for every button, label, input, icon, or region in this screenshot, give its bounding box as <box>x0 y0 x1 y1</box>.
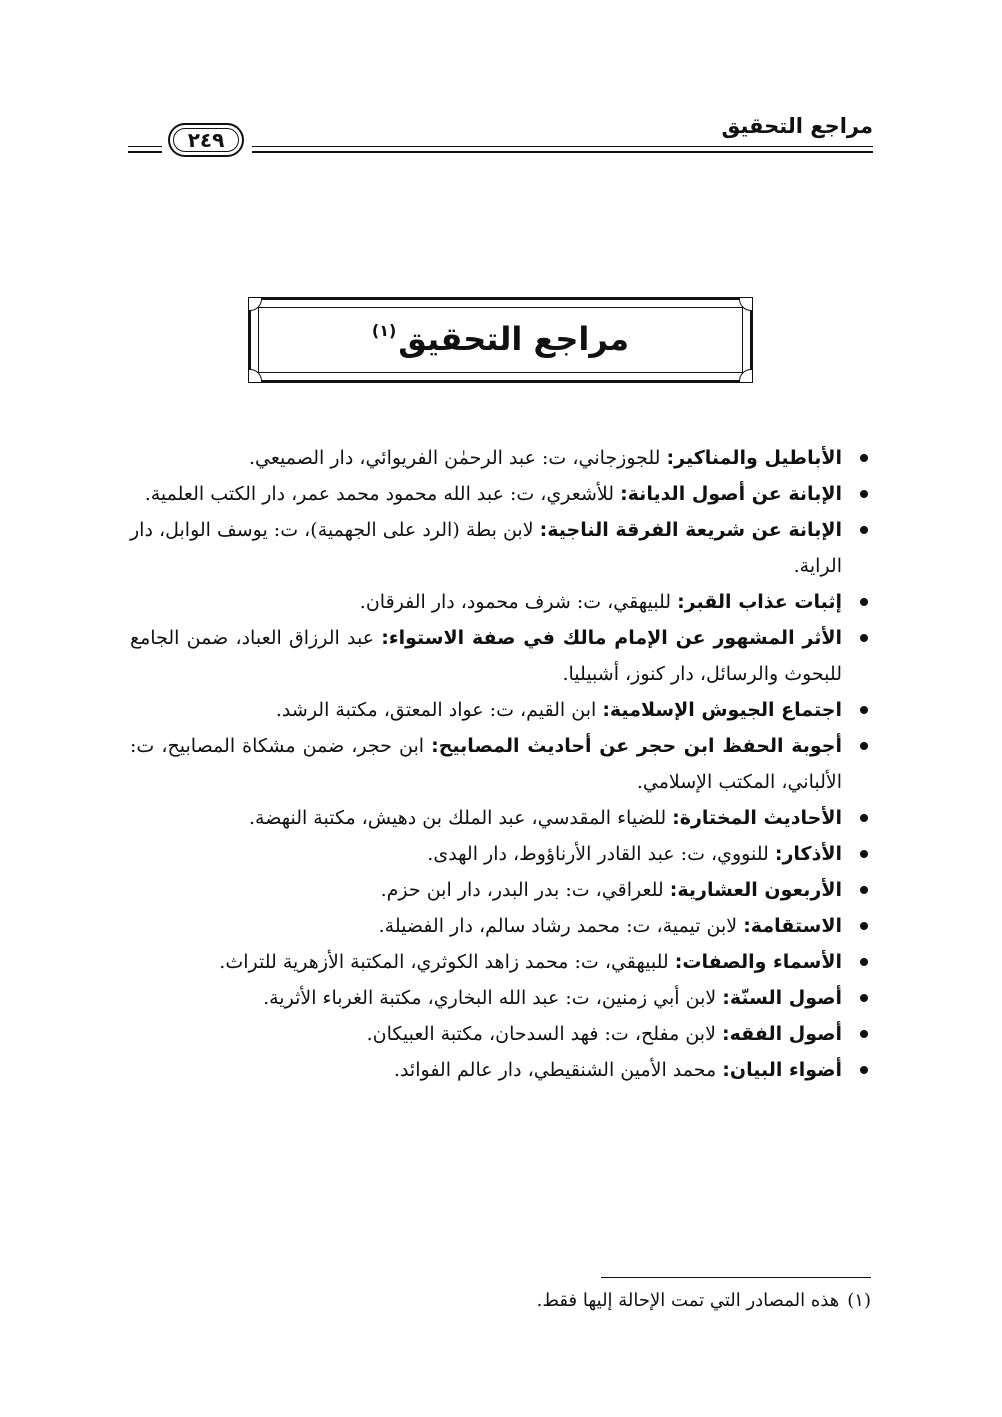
reference-details: ابن القيم، ت: عواد المعتق، مكتبة الرشد. <box>275 699 597 721</box>
page-number: ٢٤٩ <box>168 123 244 157</box>
bullet-icon <box>860 634 868 642</box>
reference-title: أجوبة الحفظ ابن حجر عن أحاديث المصابيح: <box>431 735 842 757</box>
list-item <box>130 440 870 476</box>
reference-details: للنووي، ت: عبد القادر الأرناؤوط، دار الهدى. <box>427 843 769 865</box>
list-item <box>130 1052 870 1088</box>
reference-title: الأباطيل والمناكير: <box>666 447 842 469</box>
reference-title: اجتماع الجيوش الإسلامية: <box>602 699 842 721</box>
bullet-icon <box>860 526 868 534</box>
bullet-icon <box>860 1030 868 1038</box>
reference-details: لابن تيمية، ت: محمد رشاد سالم، دار الفضيلة. <box>378 915 738 937</box>
list-item <box>130 944 870 980</box>
list-item <box>130 908 870 944</box>
bullet-icon <box>860 742 868 750</box>
section-title-frame <box>248 297 753 383</box>
list-item <box>130 980 870 1016</box>
footnote-reference: (١) <box>371 321 397 340</box>
reference-details: للأشعري، ت: عبد الله محمود محمد عمر، دار الكتب العلمية. <box>144 483 615 505</box>
reference-details: للبيهقي، ت: شرف محمود، دار الفرقان. <box>359 591 672 613</box>
list-item <box>130 476 870 512</box>
bullet-icon <box>860 886 868 894</box>
references-list <box>130 440 870 1088</box>
reference-title: أضواء البيان: <box>722 1059 842 1081</box>
footnote-text: هذه المصادر التي تمت الإحالة إليها فقط. <box>536 1290 840 1311</box>
reference-title: الأربعون العشارية: <box>669 879 842 901</box>
bullet-icon <box>860 850 868 858</box>
reference-details: للعراقي، ت: بدر البدر، دار ابن حزم. <box>380 879 664 901</box>
list-item <box>130 692 870 728</box>
list-item <box>130 800 870 836</box>
section-title <box>251 320 750 358</box>
bullet-icon <box>860 454 868 462</box>
reference-title: إثبات عذاب القبر: <box>677 591 842 613</box>
list-item <box>130 620 870 692</box>
reference-details: عبد الرزاق العباد، ضمن الجامع للبحوث والرسائل، دار كنوز، أشبيليا. <box>130 627 842 685</box>
footnote-marker: (١) <box>847 1290 871 1311</box>
reference-details: لابن مفلح، ت: فهد السدحان، مكتبة العبيكان. <box>366 1023 716 1045</box>
reference-details: للضياء المقدسي، عبد الملك بن دهيش، مكتبة النهضة. <box>249 807 667 829</box>
reference-details: محمد الأمين الشنقيطي، دار عالم الفوائد. <box>393 1059 717 1081</box>
reference-title: الأذكار: <box>774 843 842 865</box>
list-item <box>130 728 870 800</box>
bullet-icon <box>860 922 868 930</box>
reference-title: أصول الفقه: <box>721 1023 842 1045</box>
running-title: مراجع التحقيق <box>721 114 873 138</box>
running-header <box>128 112 873 162</box>
bullet-icon <box>860 706 868 714</box>
reference-title: الإبانة عن شريعة الفرقة الناجية: <box>539 519 842 541</box>
reference-title: الأحاديث المختارة: <box>672 807 842 829</box>
reference-details: للجوزجاني، ت: عبد الرحمٰن الفريوائي، دار الصميعي. <box>249 447 661 469</box>
reference-details: ابن حجر، ضمن مشكاة المصابيح، ت: الألباني، المكتب الإسلامي. <box>130 735 842 793</box>
reference-title: الإبانة عن أصول الديانة: <box>620 483 842 505</box>
list-item <box>130 836 870 872</box>
bullet-icon <box>860 994 868 1002</box>
bullet-icon <box>860 958 868 966</box>
bullet-icon <box>860 598 868 606</box>
list-item <box>130 512 870 584</box>
reference-details: لابن بطة (الرد على الجهمية)، ت: يوسف الوابل، دار الراية. <box>130 519 842 577</box>
bullet-icon <box>860 1066 868 1074</box>
list-item <box>130 584 870 620</box>
reference-title: الأسماء والصفات: <box>674 951 842 973</box>
footnote-separator <box>601 1277 871 1278</box>
reference-details: للبيهقي، ت: محمد زاهد الكوثري، المكتبة الأزهرية للتراث. <box>219 951 669 973</box>
list-item <box>130 1016 870 1052</box>
bullet-icon <box>860 814 868 822</box>
reference-title: الأثر المشهور عن الإمام مالك في صفة الاستواء: <box>381 627 843 649</box>
list-item <box>130 872 870 908</box>
reference-title: الاستقامة: <box>743 915 842 937</box>
section-title-text: مراجع التحقيق <box>398 320 630 358</box>
reference-title: أصول السنّة: <box>722 987 842 1009</box>
footnote <box>131 1290 871 1311</box>
bullet-icon <box>860 490 868 498</box>
reference-details: لابن أبي زمنين، ت: عبد الله البخاري، مكتبة الغرباء الأثرية. <box>263 987 717 1009</box>
header-rule-gap-title <box>731 140 873 146</box>
